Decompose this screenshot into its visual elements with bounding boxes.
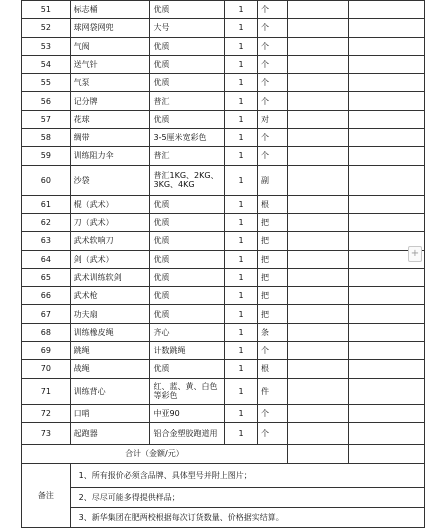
- remark-line-1: 1、所有报价必须含品牌、具体型号并附上图片；: [70, 463, 424, 487]
- item-note: [349, 378, 425, 404]
- item-note: [349, 287, 425, 305]
- item-note: [349, 55, 425, 73]
- item-note: [349, 342, 425, 360]
- plus-icon[interactable]: +: [408, 246, 422, 262]
- item-number: 63: [22, 232, 71, 250]
- item-spec: 计数跳绳: [150, 342, 225, 360]
- item-price: [287, 422, 349, 444]
- table-row: [22, 232, 425, 250]
- item-unit: 个: [257, 1, 287, 19]
- table-row: [22, 360, 425, 378]
- item-spec: 普汇1KG、2KG、3KG、4KG: [150, 165, 225, 195]
- item-number: 71: [22, 378, 71, 404]
- table-row: [22, 92, 425, 110]
- item-name: 气泵: [70, 74, 150, 92]
- item-name: 武术软响刀: [70, 232, 150, 250]
- item-quantity: 1: [225, 195, 258, 213]
- table-row: [22, 213, 425, 231]
- table-row: [22, 378, 425, 404]
- item-note: [349, 213, 425, 231]
- item-name: 训练阻力伞: [70, 147, 150, 165]
- item-unit: 把: [257, 232, 287, 250]
- item-price: [287, 1, 349, 19]
- item-quantity: 1: [225, 55, 258, 73]
- item-note: [349, 195, 425, 213]
- item-spec: 优质: [150, 110, 225, 128]
- item-number: 68: [22, 323, 71, 341]
- remark-row-1: [22, 463, 425, 487]
- item-quantity: 1: [225, 92, 258, 110]
- item-quantity: 1: [225, 422, 258, 444]
- equipment-table: [21, 0, 425, 528]
- item-number: 70: [22, 360, 71, 378]
- item-unit: 件: [257, 378, 287, 404]
- item-unit: 把: [257, 305, 287, 323]
- item-note: [349, 110, 425, 128]
- item-unit: 个: [257, 55, 287, 73]
- item-unit: 个: [257, 37, 287, 55]
- item-spec: 优质: [150, 268, 225, 286]
- table-row: [22, 165, 425, 195]
- item-note: [349, 323, 425, 341]
- item-note: [349, 19, 425, 37]
- item-unit: 根: [257, 195, 287, 213]
- item-number: 59: [22, 147, 71, 165]
- item-note: [349, 422, 425, 444]
- item-note: [349, 92, 425, 110]
- item-unit: 根: [257, 360, 287, 378]
- item-quantity: 1: [225, 250, 258, 268]
- item-unit: 把: [257, 268, 287, 286]
- item-spec: 齐心: [150, 323, 225, 341]
- item-number: 58: [22, 129, 71, 147]
- item-quantity: 1: [225, 129, 258, 147]
- total-row: [22, 444, 425, 463]
- item-spec: 优质: [150, 1, 225, 19]
- item-note: [349, 268, 425, 286]
- item-unit: 个: [257, 74, 287, 92]
- item-spec: 中亚90: [150, 404, 225, 422]
- item-spec: 优质: [150, 287, 225, 305]
- item-spec: 普汇: [150, 92, 225, 110]
- item-unit: 个: [257, 147, 287, 165]
- item-number: 66: [22, 287, 71, 305]
- item-name: 沙袋: [70, 165, 150, 195]
- item-unit: 个: [257, 422, 287, 444]
- item-price: [287, 213, 349, 231]
- item-price: [287, 323, 349, 341]
- item-unit: 个: [257, 342, 287, 360]
- table-row: [22, 250, 425, 268]
- item-number: 61: [22, 195, 71, 213]
- item-unit: 把: [257, 213, 287, 231]
- item-name: 起跑器: [70, 422, 150, 444]
- item-number: 72: [22, 404, 71, 422]
- item-spec: 优质: [150, 232, 225, 250]
- item-price: [287, 305, 349, 323]
- item-quantity: 1: [225, 1, 258, 19]
- item-name: 标志桶: [70, 1, 150, 19]
- total-extra-cell: [349, 444, 425, 463]
- item-price: [287, 404, 349, 422]
- item-price: [287, 287, 349, 305]
- item-unit: 个: [257, 92, 287, 110]
- item-note: [349, 360, 425, 378]
- item-number: 54: [22, 55, 71, 73]
- item-number: 57: [22, 110, 71, 128]
- item-spec: 优质: [150, 305, 225, 323]
- item-quantity: 1: [225, 342, 258, 360]
- item-price: [287, 195, 349, 213]
- table-row: [22, 323, 425, 341]
- item-quantity: 1: [225, 305, 258, 323]
- item-spec: 优质: [150, 74, 225, 92]
- item-name: 刀（武术）: [70, 213, 150, 231]
- item-note: [349, 305, 425, 323]
- table-row: [22, 404, 425, 422]
- item-name: 训练橡皮绳: [70, 323, 150, 341]
- total-label: 合计（金额/元）: [22, 444, 288, 463]
- table-row: [22, 195, 425, 213]
- item-quantity: 1: [225, 37, 258, 55]
- item-name: 战绳: [70, 360, 150, 378]
- item-price: [287, 165, 349, 195]
- table-body: [22, 1, 425, 445]
- item-price: [287, 37, 349, 55]
- item-spec: 大号: [150, 19, 225, 37]
- table-row: [22, 268, 425, 286]
- item-price: [287, 268, 349, 286]
- item-unit: 把: [257, 287, 287, 305]
- item-number: 56: [22, 92, 71, 110]
- item-quantity: 1: [225, 378, 258, 404]
- item-name: 棍（武术）: [70, 195, 150, 213]
- remark-line-2: 2、尽尽可能多得提供样品；: [70, 487, 424, 507]
- item-name: 口哨: [70, 404, 150, 422]
- item-price: [287, 250, 349, 268]
- item-unit: 把: [257, 250, 287, 268]
- item-number: 62: [22, 213, 71, 231]
- item-quantity: 1: [225, 287, 258, 305]
- table-row: [22, 110, 425, 128]
- item-unit: 个: [257, 404, 287, 422]
- item-spec: 3-5厘米宽彩色: [150, 129, 225, 147]
- item-spec: 普汇: [150, 147, 225, 165]
- item-spec: 优质: [150, 37, 225, 55]
- item-quantity: 1: [225, 404, 258, 422]
- item-number: 65: [22, 268, 71, 286]
- item-name: 球网袋网兜: [70, 19, 150, 37]
- item-unit: 个: [257, 19, 287, 37]
- total-value-cell: [287, 444, 349, 463]
- item-note: [349, 1, 425, 19]
- item-quantity: 1: [225, 19, 258, 37]
- table-row: [22, 287, 425, 305]
- item-name: 绸带: [70, 129, 150, 147]
- item-name: 记分牌: [70, 92, 150, 110]
- item-number: 67: [22, 305, 71, 323]
- item-price: [287, 55, 349, 73]
- item-spec: 优质: [150, 250, 225, 268]
- item-name: 花球: [70, 110, 150, 128]
- item-spec: 红、蓝、黄、白色等彩色: [150, 378, 225, 404]
- item-name: 功夫扇: [70, 305, 150, 323]
- table-row: [22, 342, 425, 360]
- item-unit: 对: [257, 110, 287, 128]
- table-row: [22, 74, 425, 92]
- item-price: [287, 147, 349, 165]
- item-spec: 优质: [150, 213, 225, 231]
- item-unit: 条: [257, 323, 287, 341]
- item-note: [349, 147, 425, 165]
- item-price: [287, 232, 349, 250]
- item-quantity: 1: [225, 147, 258, 165]
- item-name: 跳绳: [70, 342, 150, 360]
- item-spec: 铝合金塑胶跑道用: [150, 422, 225, 444]
- table-row: [22, 55, 425, 73]
- table-row: [22, 1, 425, 19]
- table-row: [22, 129, 425, 147]
- item-note: [349, 129, 425, 147]
- item-number: 64: [22, 250, 71, 268]
- item-name: 武术枪: [70, 287, 150, 305]
- item-spec: 优质: [150, 195, 225, 213]
- table-row: [22, 19, 425, 37]
- item-number: 52: [22, 19, 71, 37]
- remark-row-3: [22, 507, 425, 527]
- item-quantity: 1: [225, 232, 258, 250]
- item-price: [287, 19, 349, 37]
- item-name: 剑（武术）: [70, 250, 150, 268]
- remark-row-2: [22, 487, 425, 507]
- item-number: 60: [22, 165, 71, 195]
- item-number: 51: [22, 1, 71, 19]
- item-quantity: 1: [225, 213, 258, 231]
- item-name: 训练背心: [70, 378, 150, 404]
- item-spec: 优质: [150, 55, 225, 73]
- table-row: [22, 147, 425, 165]
- item-name: 送气针: [70, 55, 150, 73]
- item-price: [287, 342, 349, 360]
- item-price: [287, 110, 349, 128]
- item-number: 73: [22, 422, 71, 444]
- table-row: [22, 37, 425, 55]
- item-note: [349, 37, 425, 55]
- item-note: [349, 165, 425, 195]
- item-number: 53: [22, 37, 71, 55]
- item-quantity: 1: [225, 323, 258, 341]
- item-price: [287, 74, 349, 92]
- item-note: [349, 404, 425, 422]
- item-name: 气阀: [70, 37, 150, 55]
- remarks-label: 备注: [22, 463, 71, 527]
- item-quantity: 1: [225, 165, 258, 195]
- item-price: [287, 92, 349, 110]
- item-price: [287, 129, 349, 147]
- item-price: [287, 360, 349, 378]
- remark-line-3: 3、新华集团在肥两校根据每次订货数量、价格据实结算。: [70, 507, 424, 527]
- item-quantity: 1: [225, 360, 258, 378]
- item-price: [287, 378, 349, 404]
- item-quantity: 1: [225, 110, 258, 128]
- item-spec: 优质: [150, 360, 225, 378]
- item-unit: 个: [257, 129, 287, 147]
- item-unit: 副: [257, 165, 287, 195]
- item-note: [349, 74, 425, 92]
- item-number: 69: [22, 342, 71, 360]
- item-quantity: 1: [225, 268, 258, 286]
- table-row: [22, 305, 425, 323]
- item-quantity: 1: [225, 74, 258, 92]
- item-name: 武术训练软剑: [70, 268, 150, 286]
- table-row: [22, 422, 425, 444]
- item-number: 55: [22, 74, 71, 92]
